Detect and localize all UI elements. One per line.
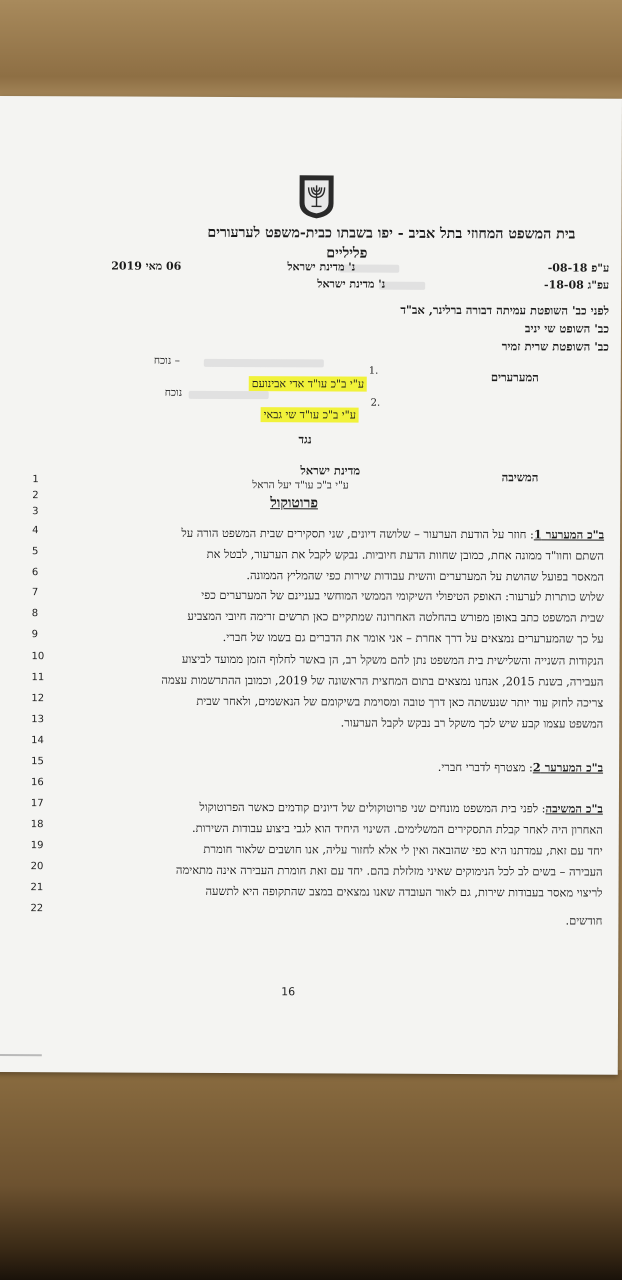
protocol-line: ב"כ המשיבה: לפני בית המשפט מונחים שני פרוטוקולים של דיונים קודמים כאשר הפרוטוקול: [199, 799, 603, 816]
protocol-line: האחרון היה לאחר קבלת התסקירים המשלימים. השינוי היחיד הוא לגבי ביצוע עבודות השירות.: [191, 820, 603, 837]
speaker-label: ב"כ המשיבה: [545, 801, 603, 816]
line-number: 12: [31, 693, 45, 705]
bench-line3: כב' השופטת שרית זמיר: [501, 339, 609, 354]
line-number: 19: [30, 840, 44, 852]
line-number: 1: [32, 474, 39, 486]
protocol-line: השתם וחוו"ד ממונה אחת, כמובן שחוות הדעת חיוביות. נבקש לקבל את הערעור, לבטל את: [206, 546, 605, 563]
bench-line2: כב' השופט שי יניב: [524, 321, 610, 336]
redacted-name: [189, 391, 269, 399]
protocol-line: הנקודות השנייה והשלישית בית המשפט נתן להם משקל רב, הן באשר לחלוף הזמן ממועד לביצוע: [181, 651, 604, 668]
speaker-label: ב"כ המערער 1: [533, 527, 605, 542]
line-number: 18: [30, 819, 44, 831]
protocol-line: המאסר בפועל שהושת על המערערים והשית עבודות שירות כפי שהמליץ הממונה.: [246, 568, 604, 584]
redacted-name: [204, 359, 324, 368]
appellants-label: המערערים: [490, 370, 539, 385]
appellant2-number: 2.: [370, 397, 381, 409]
line-number: 15: [31, 756, 44, 768]
protocol-line: על כך שהמערערים נמצאים על דרך אחרת – אני אומר את הדברים גם בשמו של חברי.: [222, 629, 604, 646]
respondent-name: מדינת ישראל: [300, 463, 361, 478]
state-emblem-icon: [296, 173, 336, 219]
line-number: 7: [31, 587, 39, 599]
protocol-line: ב"כ המערער 2: מצטרף לדברי חברי.: [437, 759, 604, 775]
protocol-line: העבירה, בשנת 2015, אנחנו נמצאים בתום המחצית הראשונה של 2019, וכמובן ההתרשמות עצמה: [161, 672, 604, 689]
divider: [0, 1054, 42, 1056]
appellant1-counsel: ע"י ב"כ עו"ד אדי אבינועם: [249, 377, 367, 391]
line-number: 17: [30, 798, 44, 810]
line-number: 8: [31, 608, 39, 620]
line-number: 4: [32, 525, 39, 537]
redacted-name: [379, 282, 425, 290]
case1-party: נ' מדינת ישראל: [287, 260, 356, 274]
protocol-title: פרוטוקול: [270, 495, 319, 512]
bench-line1: לפני כב' השופטת עמיתה דבורה ברלינר, אב"ד: [400, 302, 610, 318]
protocol-line: ב"כ המערער 1: חוזר על הודעת הערעור – שלושה דיונים, שני תסקירים שבית המשפט הורה על: [181, 525, 605, 542]
court-title-line2: פליליים: [326, 245, 368, 262]
appellant1-number: 1.: [368, 365, 379, 377]
appellant1-presence: – נוכח: [153, 354, 180, 367]
case1-number: ע"פ 08-18-: [547, 261, 610, 275]
respondent-label: המשיבה: [501, 470, 539, 485]
line-number: 16: [30, 777, 44, 789]
line-number: 6: [31, 567, 39, 579]
line-number: 9: [31, 629, 39, 641]
protocol-line: צריכה לחזק עוד יותר שנעשתה כאן דרך טובה ומסוימת בשיקומם של הנאשמים, ולאחר שבית: [196, 693, 604, 710]
speaker-label: ב"כ המערער 2: [532, 760, 604, 775]
page-number: 16: [281, 985, 296, 999]
line-number: 22: [30, 903, 44, 915]
protocol-line: יחד עם זאת, עמדתנו היא כפי שהובאה ואין לי אלא לחזור עליה, אנו חושבים שלאור חומרת: [203, 841, 603, 858]
document-page: [0, 96, 622, 1075]
line-number: 10: [31, 651, 45, 663]
line-number: 13: [31, 714, 45, 726]
line-number: 2: [32, 490, 39, 502]
appellant2-counsel: ע"י ב"כ עו"ד שי גבאי: [261, 408, 359, 421]
protocol-line: העבירה – בשים לב לכל הנימוקים שאיני מזלזלת בהם. יחד עם זאת חומרת העבירה אינה מתאימה: [175, 862, 603, 879]
line-number: 21: [30, 882, 44, 894]
line-number: 20: [30, 861, 44, 873]
protocol-line: שבית המשפט כתב באופן מפורש בהחלטה האחרונה שמתקיים כאן תרשים זרימה חיובי המצביע: [187, 608, 604, 625]
respondent-counsel: ע"י ב"כ עו"ד יעל הראל: [252, 479, 349, 492]
hearing-date: 06 מאי 2019: [111, 259, 182, 273]
line-number: 3: [32, 506, 39, 518]
appellant2-presence: נוכח: [164, 386, 183, 399]
line-number: 14: [31, 735, 44, 747]
court-title-line1: בית המשפט המחוזי בתל אביב - יפו בשבתו כבית-משפט לערעורים: [207, 224, 576, 243]
protocol-line: לריצוי מאסר בעבודות שירות, גם לאור העובדה שאנו נמצאים במצב שהתקופה היא לתשעה: [205, 883, 603, 900]
table-surface: [0, 1070, 622, 1280]
protocol-line: שלוש כותרות לערעור: האופק הטיפולי השיקומי הממשי המוחשי בעניינם של המערערים כפי: [201, 587, 604, 604]
protocol-line: המשפט עצמו קבע שיש לכך משקל רב נבקש לקבל הערעור.: [340, 715, 604, 731]
line-number: 11: [31, 672, 45, 684]
case2-number: עפ"ג 18-08-: [543, 278, 610, 292]
line-number: 5: [31, 546, 39, 558]
case2-party: נ' מדינת ישראל: [317, 277, 386, 291]
protocol-line: חודשים.: [565, 913, 603, 928]
versus-label: נגד: [298, 432, 312, 447]
